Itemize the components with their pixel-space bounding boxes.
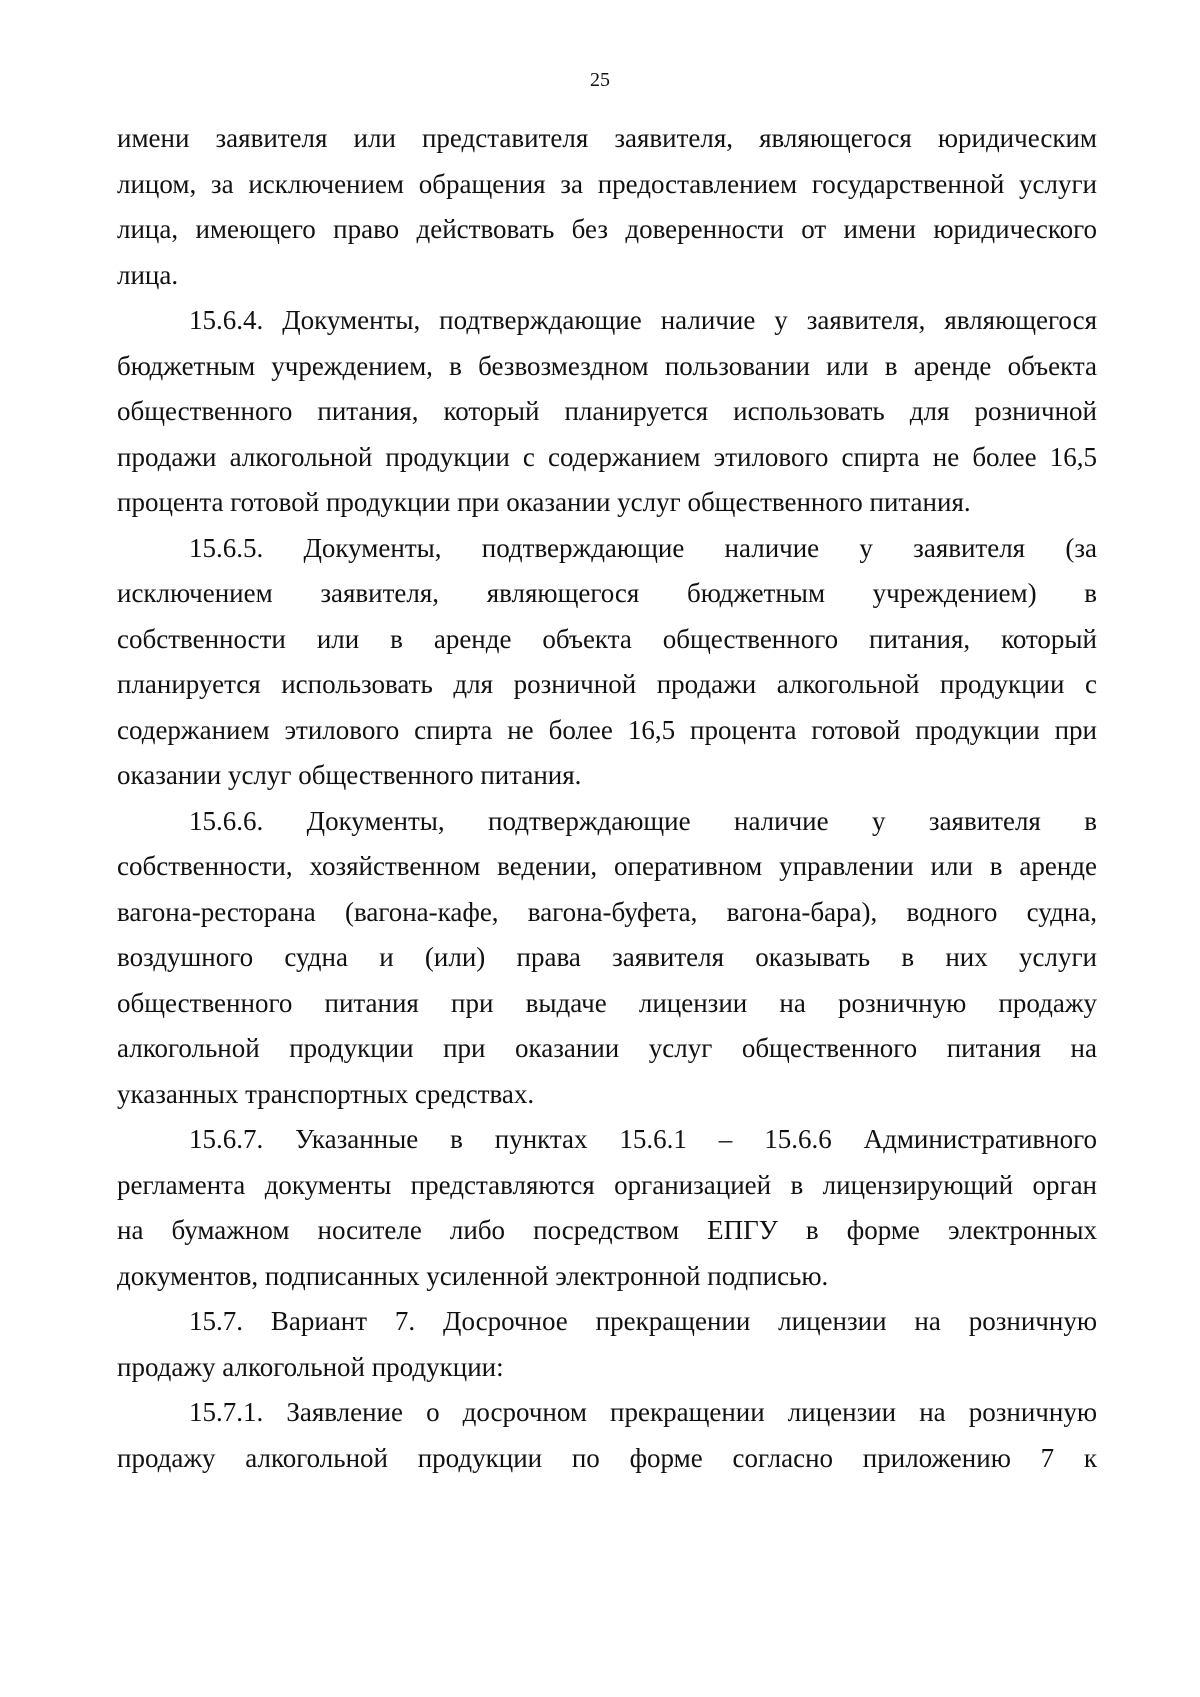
- paragraph-15-6-7: [117, 1117, 1097, 1299]
- text-line: документов, подписанных усиленной электронной подписью.: [117, 1260, 829, 1291]
- text-line: указанных транспортных средствах.: [117, 1078, 535, 1109]
- text-line: общественного питания при выдаче лицензии на розничную продажу: [117, 987, 1097, 1018]
- text-line: планируется использовать для розничной продажи алкогольной продукции с: [117, 669, 1097, 699]
- text-line: 15.6.4. Документы, подтверждающие наличие у заявителя, являющегося: [189, 305, 1097, 335]
- paragraph-15-6-6: [117, 799, 1097, 1118]
- text-line: лица.: [117, 259, 179, 290]
- text-line: лица, имеющего право действовать без доверенности от имени юридического: [117, 214, 1097, 244]
- document-body: [117, 116, 1097, 1481]
- text-line: лицом, за исключением обращения за предоставлением государственной услуги: [117, 168, 1097, 199]
- text-line: имени заявителя или представителя заявителя, являющегося юридическим: [117, 123, 1097, 153]
- paragraph-15-6-5: [117, 526, 1097, 799]
- text-line: процента готовой продукции при оказании услуг общественного питания.: [117, 487, 971, 517]
- text-line: содержанием этилового спирта не более 16,5 процента готовой продукции при: [117, 714, 1097, 745]
- text-line: продажи алкогольной продукции с содержанием этилового спирта не более 16,5: [117, 441, 1097, 472]
- text-line: воздушного судна и (или) права заявителя оказывать в них услуги: [117, 942, 1097, 972]
- text-line: алкогольной продукции при оказании услуг общественного питания на: [117, 1033, 1097, 1063]
- page-number: 25: [590, 69, 610, 91]
- text-line: оказании услуг общественного питания.: [117, 760, 582, 790]
- paragraph-continuation: [117, 116, 1097, 298]
- text-line: 15.7. Вариант 7. Досрочное прекращении лицензии на розничную: [189, 1306, 1097, 1336]
- text-line: на бумажном носителе либо посредством ЕПГУ в форме электронных: [117, 1215, 1097, 1245]
- text-line: собственности, хозяйственном ведении, оперативном управлении или в аренде: [117, 851, 1097, 881]
- text-line: 15.6.6. Документы, подтверждающие наличие у заявителя в: [189, 805, 1097, 836]
- text-line: 15.6.7. Указанные в пунктах 15.6.1 – 15.6.6 Административного: [189, 1124, 1097, 1154]
- paragraph-15-6-4: [117, 298, 1097, 526]
- text-line: собственности или в аренде объекта общественного питания, который: [117, 623, 1097, 654]
- text-line: вагона-ресторана (вагона-кафе, вагона-буфета, вагона-бара), водного судна,: [117, 896, 1097, 927]
- text-line: бюджетным учреждением, в безвозмездном пользовании или в аренде объекта: [117, 350, 1097, 381]
- text-line: 15.6.5. Документы, подтверждающие наличие у заявителя (за: [189, 532, 1097, 563]
- text-line: общественного питания, который планируется использовать для розничной: [117, 396, 1097, 426]
- paragraph-15-7-1: [117, 1390, 1097, 1481]
- text-line: регламента документы представляются организацией в лицензирующий орган: [117, 1169, 1097, 1200]
- text-line: продажу алкогольной продукции по форме согласно приложению 7 к: [117, 1442, 1097, 1473]
- paragraph-15-7: [117, 1299, 1097, 1390]
- text-line: продажу алкогольной продукции:: [117, 1351, 504, 1382]
- text-line: 15.7.1. Заявление о досрочном прекращении лицензии на розничную: [189, 1397, 1097, 1427]
- text-line: исключением заявителя, являющегося бюджетным учреждением) в: [117, 578, 1097, 608]
